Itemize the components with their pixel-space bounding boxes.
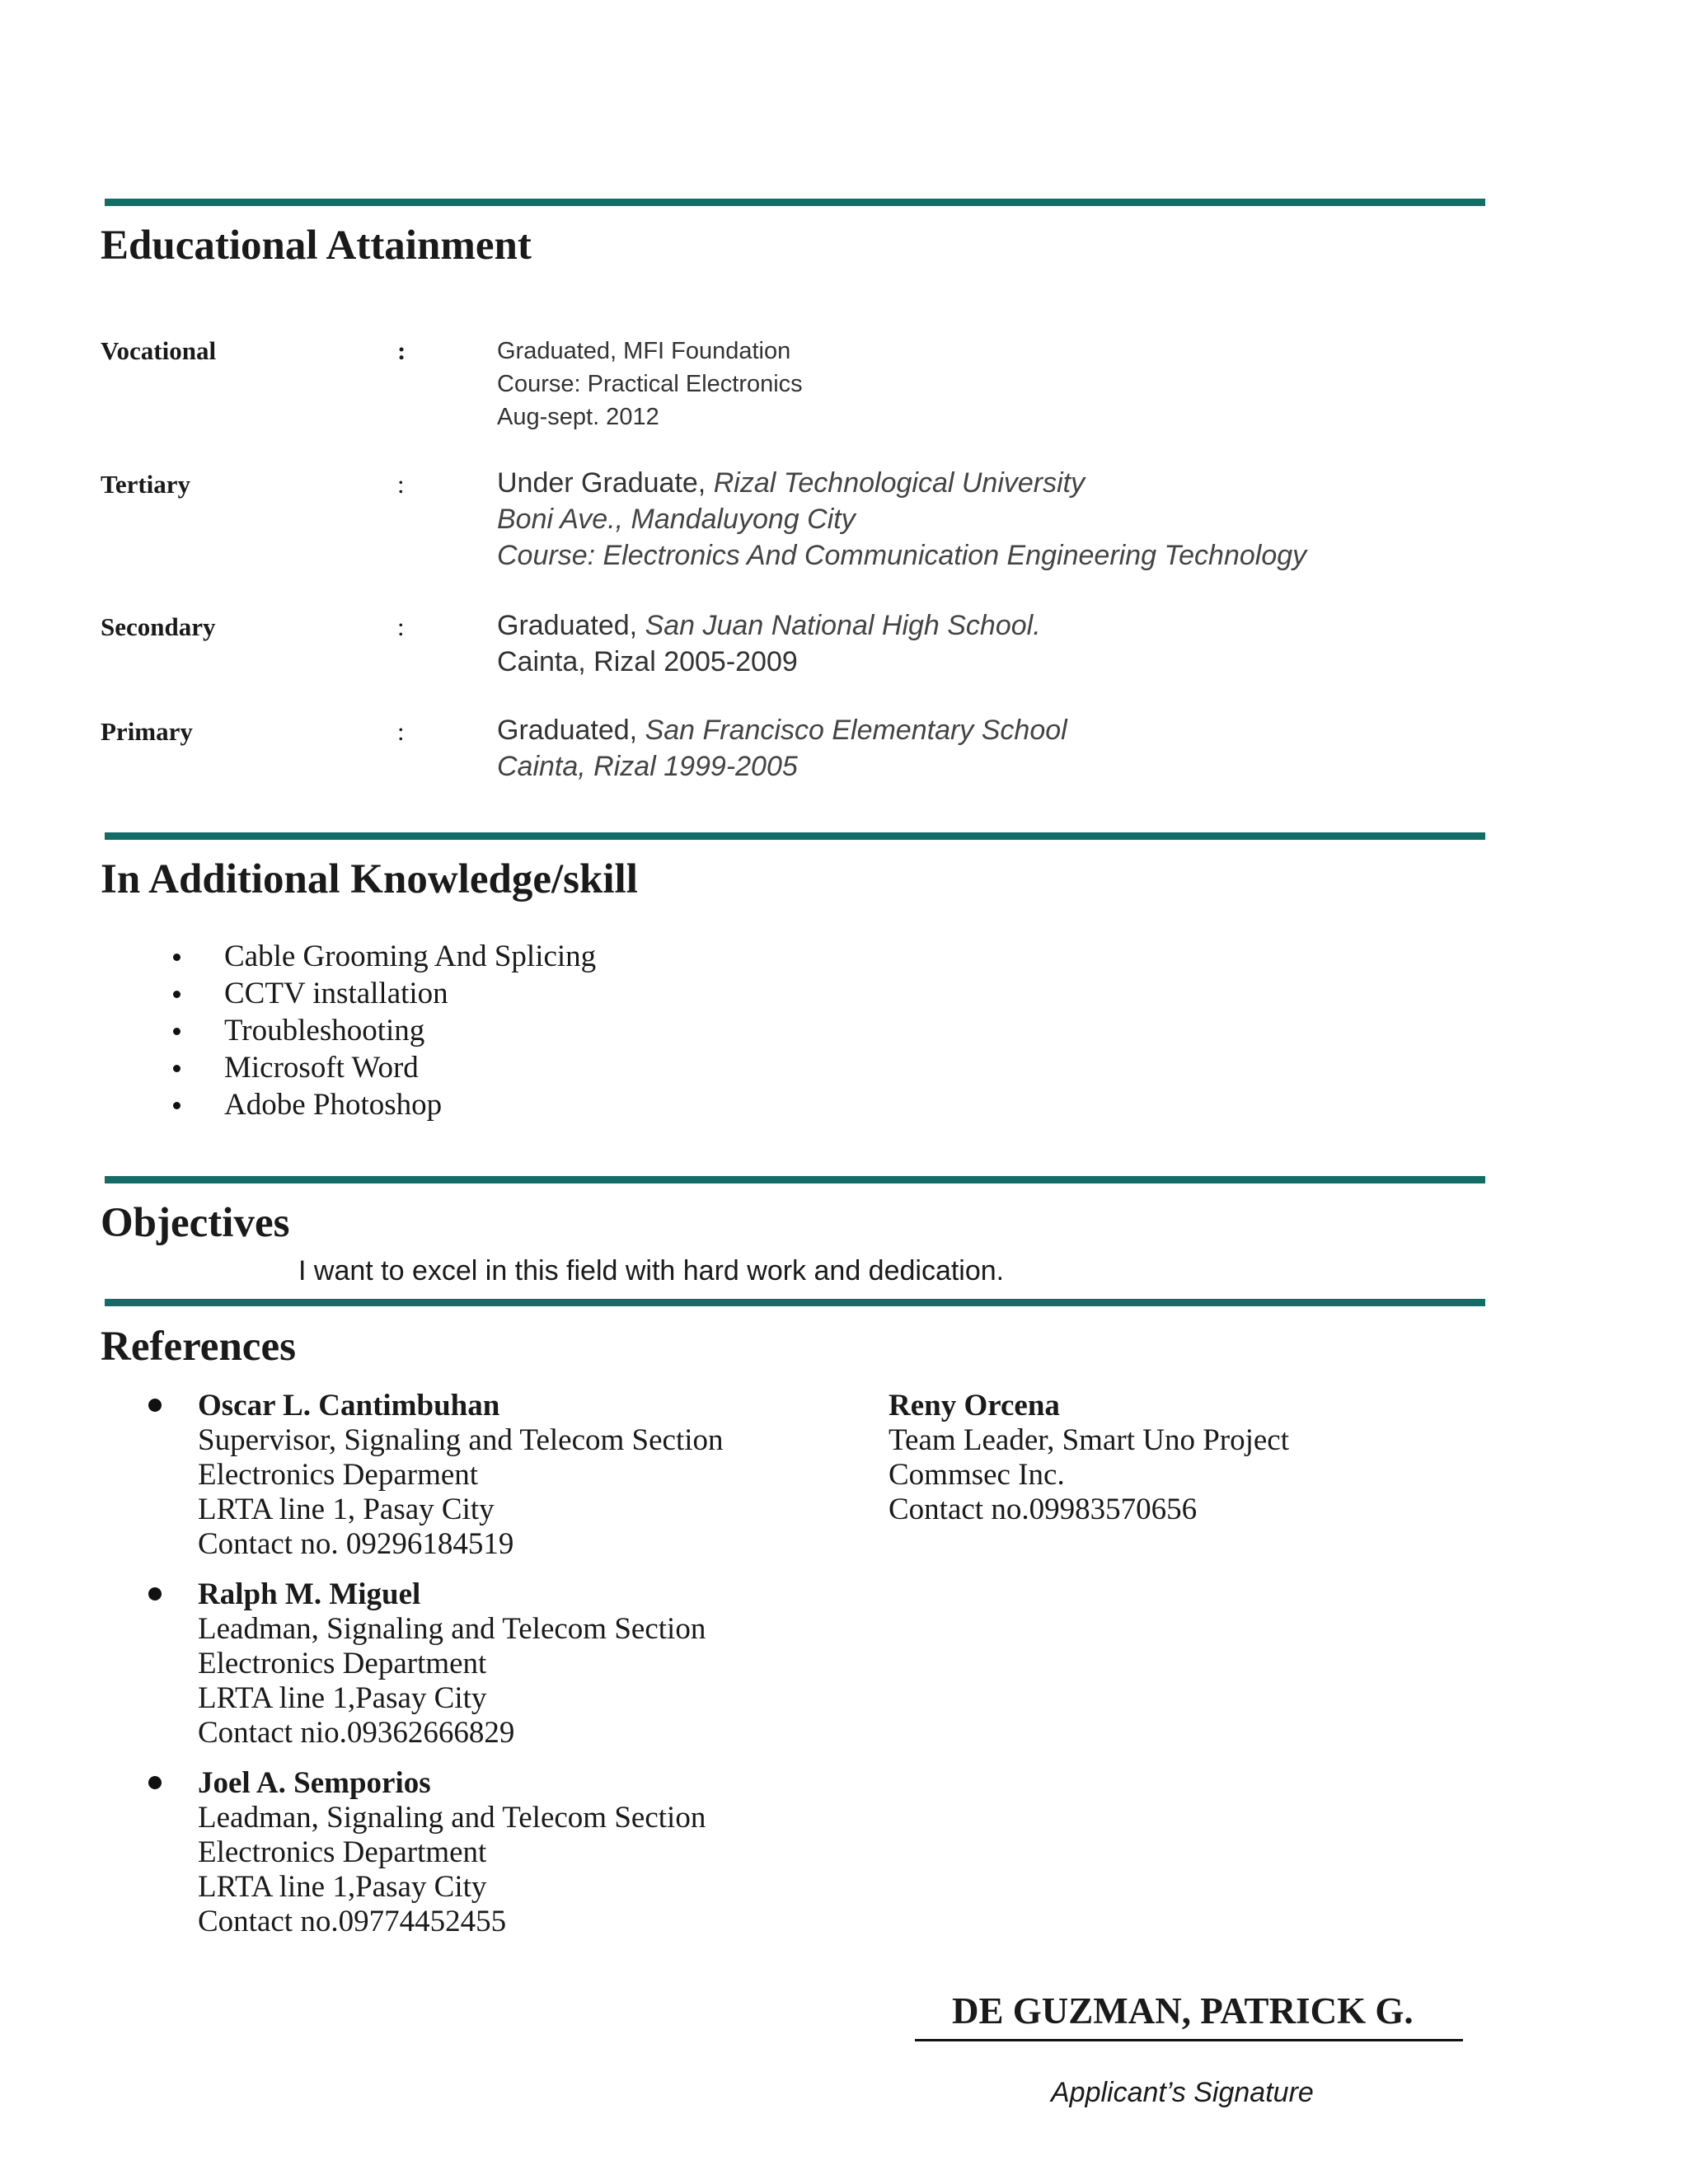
objectives-heading: Objectives bbox=[101, 1200, 290, 1246]
primary-school: San Francisco Elementary School bbox=[645, 715, 1067, 746]
bullet-icon bbox=[173, 1065, 181, 1072]
education-label-tertiary: Tertiary bbox=[101, 470, 191, 499]
reference-line: Commsec Inc. bbox=[889, 1458, 1065, 1492]
reference-line: Team Leader, Smart Uno Project bbox=[889, 1423, 1290, 1457]
list-item bbox=[157, 975, 596, 1012]
reference-line: Contact no.09774452455 bbox=[198, 1905, 507, 1938]
objective-text: I want to excel in this field with hard work and dedication. bbox=[298, 1255, 1005, 1286]
tertiary-status: Under Graduate, bbox=[497, 467, 706, 499]
reference-line: Electronics Department bbox=[198, 1647, 487, 1680]
tertiary-school: Rizal Technological University bbox=[713, 467, 1085, 499]
education-label-secondary: Secondary bbox=[101, 612, 216, 641]
list-item bbox=[157, 1049, 596, 1086]
reference-line: LRTA line 1,Pasay City bbox=[198, 1870, 487, 1904]
bullet-icon bbox=[148, 1587, 162, 1601]
bullet-icon bbox=[148, 1399, 162, 1412]
skill-label: Adobe Photoshop bbox=[224, 1088, 443, 1122]
reference-line: Contact no.09983570656 bbox=[889, 1493, 1198, 1526]
reference-line: Electronics Deparment bbox=[198, 1458, 479, 1492]
list-item bbox=[157, 938, 596, 975]
references-heading: References bbox=[101, 1324, 296, 1370]
skills-list bbox=[157, 938, 596, 1123]
skill-label: Troubleshooting bbox=[224, 1014, 425, 1047]
primary-status: Graduated, bbox=[497, 715, 638, 746]
skill-label: Cable Grooming And Splicing bbox=[224, 940, 597, 973]
reference-line: Supervisor, Signaling and Telecom Section bbox=[198, 1423, 724, 1457]
secondary-line-1 bbox=[497, 607, 1041, 644]
vocational-line-2: Course: Practical Electronics bbox=[497, 371, 803, 397]
secondary-address: Cainta, Rizal 2005-2009 bbox=[497, 646, 798, 677]
reference-name: Ralph M. Miguel bbox=[198, 1577, 421, 1611]
education-colon: : bbox=[397, 470, 405, 499]
reference-line: LRTA line 1, Pasay City bbox=[198, 1493, 495, 1526]
section-divider bbox=[105, 1176, 1485, 1183]
secondary-school: San Juan National High School. bbox=[645, 610, 1041, 641]
skill-label: Microsoft Word bbox=[224, 1051, 419, 1085]
reference-name: Reny Orcena bbox=[889, 1389, 1060, 1422]
reference-entry bbox=[198, 1389, 724, 1562]
education-colon: : bbox=[397, 717, 405, 746]
education-label-primary: Primary bbox=[101, 717, 193, 746]
applicant-name: DE GUZMAN, PATRICK G. bbox=[952, 1990, 1414, 2032]
reference-line: Contact no. 09296184519 bbox=[198, 1527, 514, 1561]
bullet-icon bbox=[148, 1776, 162, 1789]
bullet-icon bbox=[173, 1028, 181, 1035]
reference-line: Contact nio.09362666829 bbox=[198, 1716, 515, 1750]
primary-address: Cainta, Rizal 1999-2005 bbox=[497, 751, 798, 782]
signature-caption: Applicant’s Signature bbox=[1051, 2077, 1314, 2108]
bullet-icon bbox=[173, 1102, 181, 1109]
section-divider bbox=[105, 832, 1485, 840]
bullet-icon bbox=[173, 991, 181, 998]
tertiary-line-1 bbox=[497, 465, 1085, 501]
list-item bbox=[157, 1086, 596, 1123]
reference-entry bbox=[198, 1766, 706, 1939]
reference-line: Leadman, Signaling and Telecom Section bbox=[198, 1801, 706, 1835]
skill-label: CCTV installation bbox=[224, 977, 448, 1010]
list-item bbox=[157, 1012, 596, 1049]
education-label-vocational: Vocational bbox=[101, 336, 217, 365]
education-heading: Educational Attainment bbox=[101, 223, 532, 269]
education-colon: : bbox=[397, 336, 406, 365]
signature-line bbox=[915, 2039, 1463, 2041]
reference-line: LRTA line 1,Pasay City bbox=[198, 1681, 487, 1715]
bullet-icon bbox=[173, 954, 181, 961]
tertiary-address: Boni Ave., Mandaluyong City bbox=[497, 504, 856, 535]
reference-entry bbox=[889, 1389, 1289, 1527]
reference-name: Oscar L. Cantimbuhan bbox=[198, 1389, 500, 1422]
section-divider bbox=[105, 1299, 1485, 1306]
vocational-line-3: Aug-sept. 2012 bbox=[497, 404, 659, 430]
reference-entry bbox=[198, 1577, 706, 1750]
section-divider bbox=[105, 199, 1485, 206]
tertiary-course: Course: Electronics And Communication Engineering Technology bbox=[497, 540, 1307, 571]
reference-name: Joel A. Semporios bbox=[198, 1766, 431, 1800]
secondary-status: Graduated, bbox=[497, 610, 638, 641]
skills-heading: In Additional Knowledge/skill bbox=[101, 856, 638, 902]
reference-line: Leadman, Signaling and Telecom Section bbox=[198, 1612, 706, 1646]
vocational-line-1: Graduated, MFI Foundation bbox=[497, 338, 791, 364]
education-colon: : bbox=[397, 612, 405, 641]
reference-line: Electronics Department bbox=[198, 1835, 487, 1869]
primary-line-1 bbox=[497, 712, 1067, 748]
